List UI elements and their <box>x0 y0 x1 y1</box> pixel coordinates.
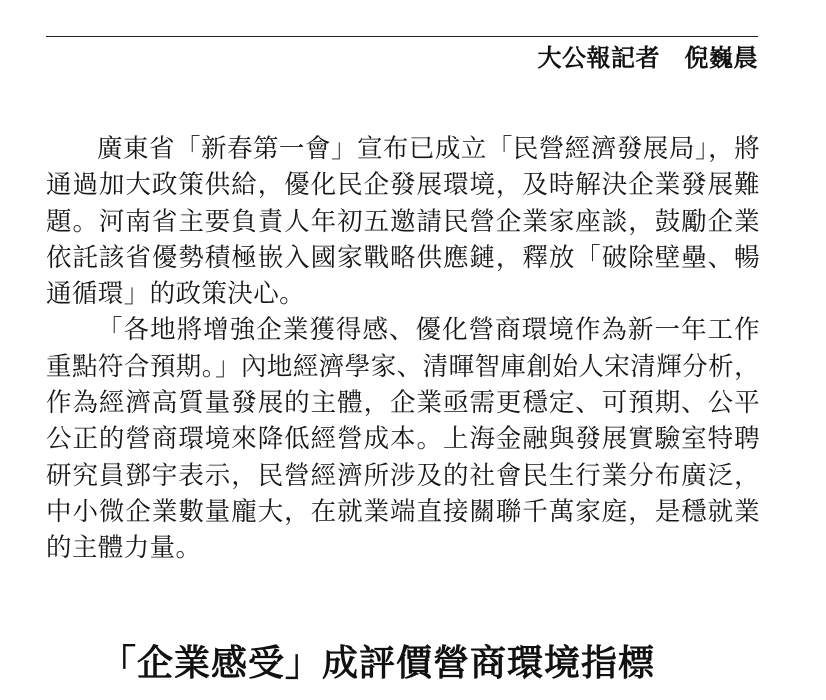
byline: 大公報記者 倪巍晨 <box>537 44 758 72</box>
paragraph-1: 廣東省「新春第一會」宣布已成立「民營經濟發展局」，將通過加大政策供給，優化民企發展環境，及時解決企業發展難題。河南省主要負責人年初五邀請民營企業家座談，鼓勵企業依託該省優勢積極嵌入國家戰略供應鏈，釋放「破除壁壘、暢通循環」的政策決心。 <box>46 134 760 310</box>
section-subheading: 「企業感受」成評價營商環境指標 <box>100 643 656 684</box>
article-body <box>46 131 760 567</box>
paragraph-2: 「各地將增強企業獲得感、優化營商環境作為新一年工作重點符合預期。」內地經濟學家、清暉智庫創始人宋清輝分析，作為經濟高質量發展的主體，企業亟需更穩定、可預期、公平公正的營商環境來降低經營成本。上海金融與發展實驗室特聘研究員鄧宇表示，民營經濟所涉及的社會民生行業分布廣泛，中小微企業數量龐大，在就業端直接關聯千萬家庭，是穩就業的主體力量。 <box>46 315 760 564</box>
top-divider <box>46 36 758 37</box>
